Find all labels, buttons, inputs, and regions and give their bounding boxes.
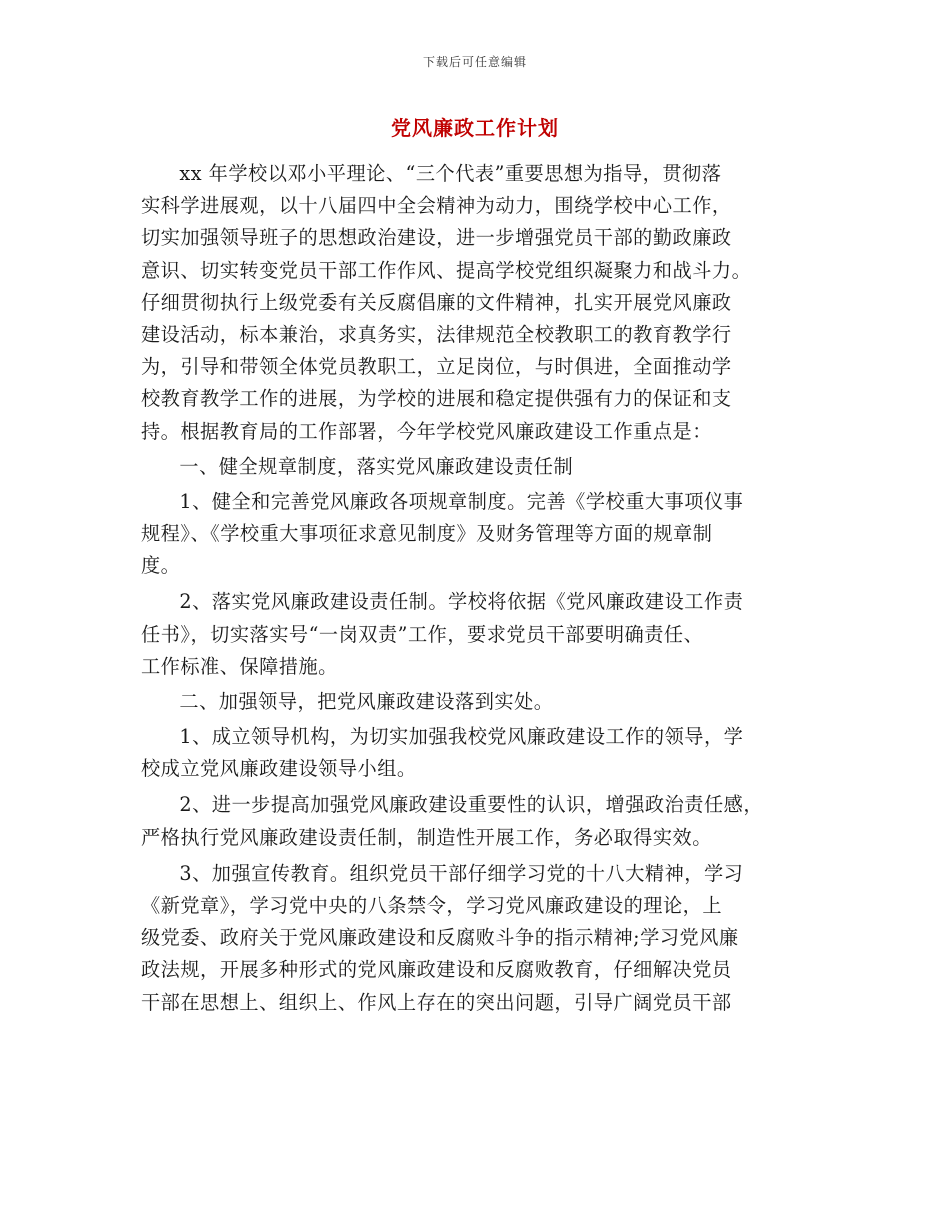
section-heading-1: 一、健全规章制度，落实党风廉政建设责任制 [179, 454, 574, 478]
text-line: 级党委、政府关于党风廉政建设和反腐败斗争的指示精神;学习党风廉 [141, 926, 739, 950]
item-2-2-paragraph [141, 789, 821, 853]
text-line: 《新党章》，学习党中央的八条禁令，学习党风廉政建设的理论，上 [141, 894, 723, 918]
text-line: 1、成立领导机构，为切实加强我校党风廉政建设工作的领导，学 [179, 725, 744, 749]
text-line: 为，引导和带领全体党员教职工，立足岗位，与时俱进，全面推动学 [141, 355, 732, 379]
text-line: 实科学进展观，以十八届四中全会精神为动力，围绕学校中心工作， [141, 194, 732, 218]
text-line: 校教育教学工作的进展，为学校的进展和稳定提供强有力的保证和支 [141, 387, 732, 411]
text-line: 2、落实党风廉政建设责任制。学校将依据《党风廉政建设工作责 [179, 590, 744, 614]
text-line: 度。 [141, 554, 181, 578]
page-header-note: 下载后可任意编辑 [422, 55, 527, 69]
text-line: 规程》、《学校重大事项征求意见制度》及财务管理等方面的规章制 [141, 522, 713, 546]
item-2-1-paragraph [141, 721, 821, 785]
text-line: 切实加强领导班子的思想政治建设，进一步增强党员干部的勤政廉政 [141, 226, 732, 250]
text-line: 干部在思想上、组织上、作风上存在的突出问题，引导广阔党员干部 [141, 990, 732, 1014]
document-title: 党风廉政工作计划 [391, 116, 559, 140]
text-line: 意识、切实转变党员干部工作作风、提高学校党组织凝聚力和战斗力。 [141, 258, 752, 282]
document-body [141, 158, 821, 1019]
text-line: 工作标准、保障措施。 [141, 654, 338, 678]
item-1-2-paragraph [141, 586, 821, 683]
intro-paragraph [141, 158, 821, 448]
item-1-1-paragraph [141, 486, 821, 583]
text-line: 校成立党风廉政建设领导小组。 [141, 757, 417, 781]
item-2-3-paragraph [141, 858, 821, 1019]
text-line: 持。根据教育局的工作部署，今年学校党风廉政建设工作重点是： [141, 419, 712, 443]
text-line: 建设活动，标本兼治，求真务实，法律规范全校教职工的教育教学行 [141, 323, 732, 347]
text-line: 2、进一步提高加强党风廉政建设重要性的认识，增强政治责任感， [179, 793, 764, 817]
text-line: 3、加强宣传教育。组织党员干部仔细学习党的十八大精神，学习 [179, 861, 744, 885]
text-line: 政法规，开展多种形式的党风廉政建设和反腐败教育，仔细解决党员 [141, 958, 732, 982]
text-line: 1、健全和完善党风廉政各项规章制度。完善《学校重大事项仪事 [179, 489, 744, 513]
section-heading-2: 二、加强领导，把党风廉政建设落到实处。 [179, 690, 554, 714]
text-line: 任书》，切实落实号“一岗双责”工作，要求党员干部要明确责任、 [141, 622, 704, 646]
text-line: 仔细贯彻执行上级党委有关反腐倡廉的文件精神，扎实开展党风廉政 [141, 290, 732, 314]
text-line: 严格执行党风廉政建设责任制，制造性开展工作，务必取得实效。 [141, 825, 712, 849]
text-line: xx 年学校以邓小平理论、“三个代表”重要思想为指导，贯彻落 [179, 162, 722, 185]
